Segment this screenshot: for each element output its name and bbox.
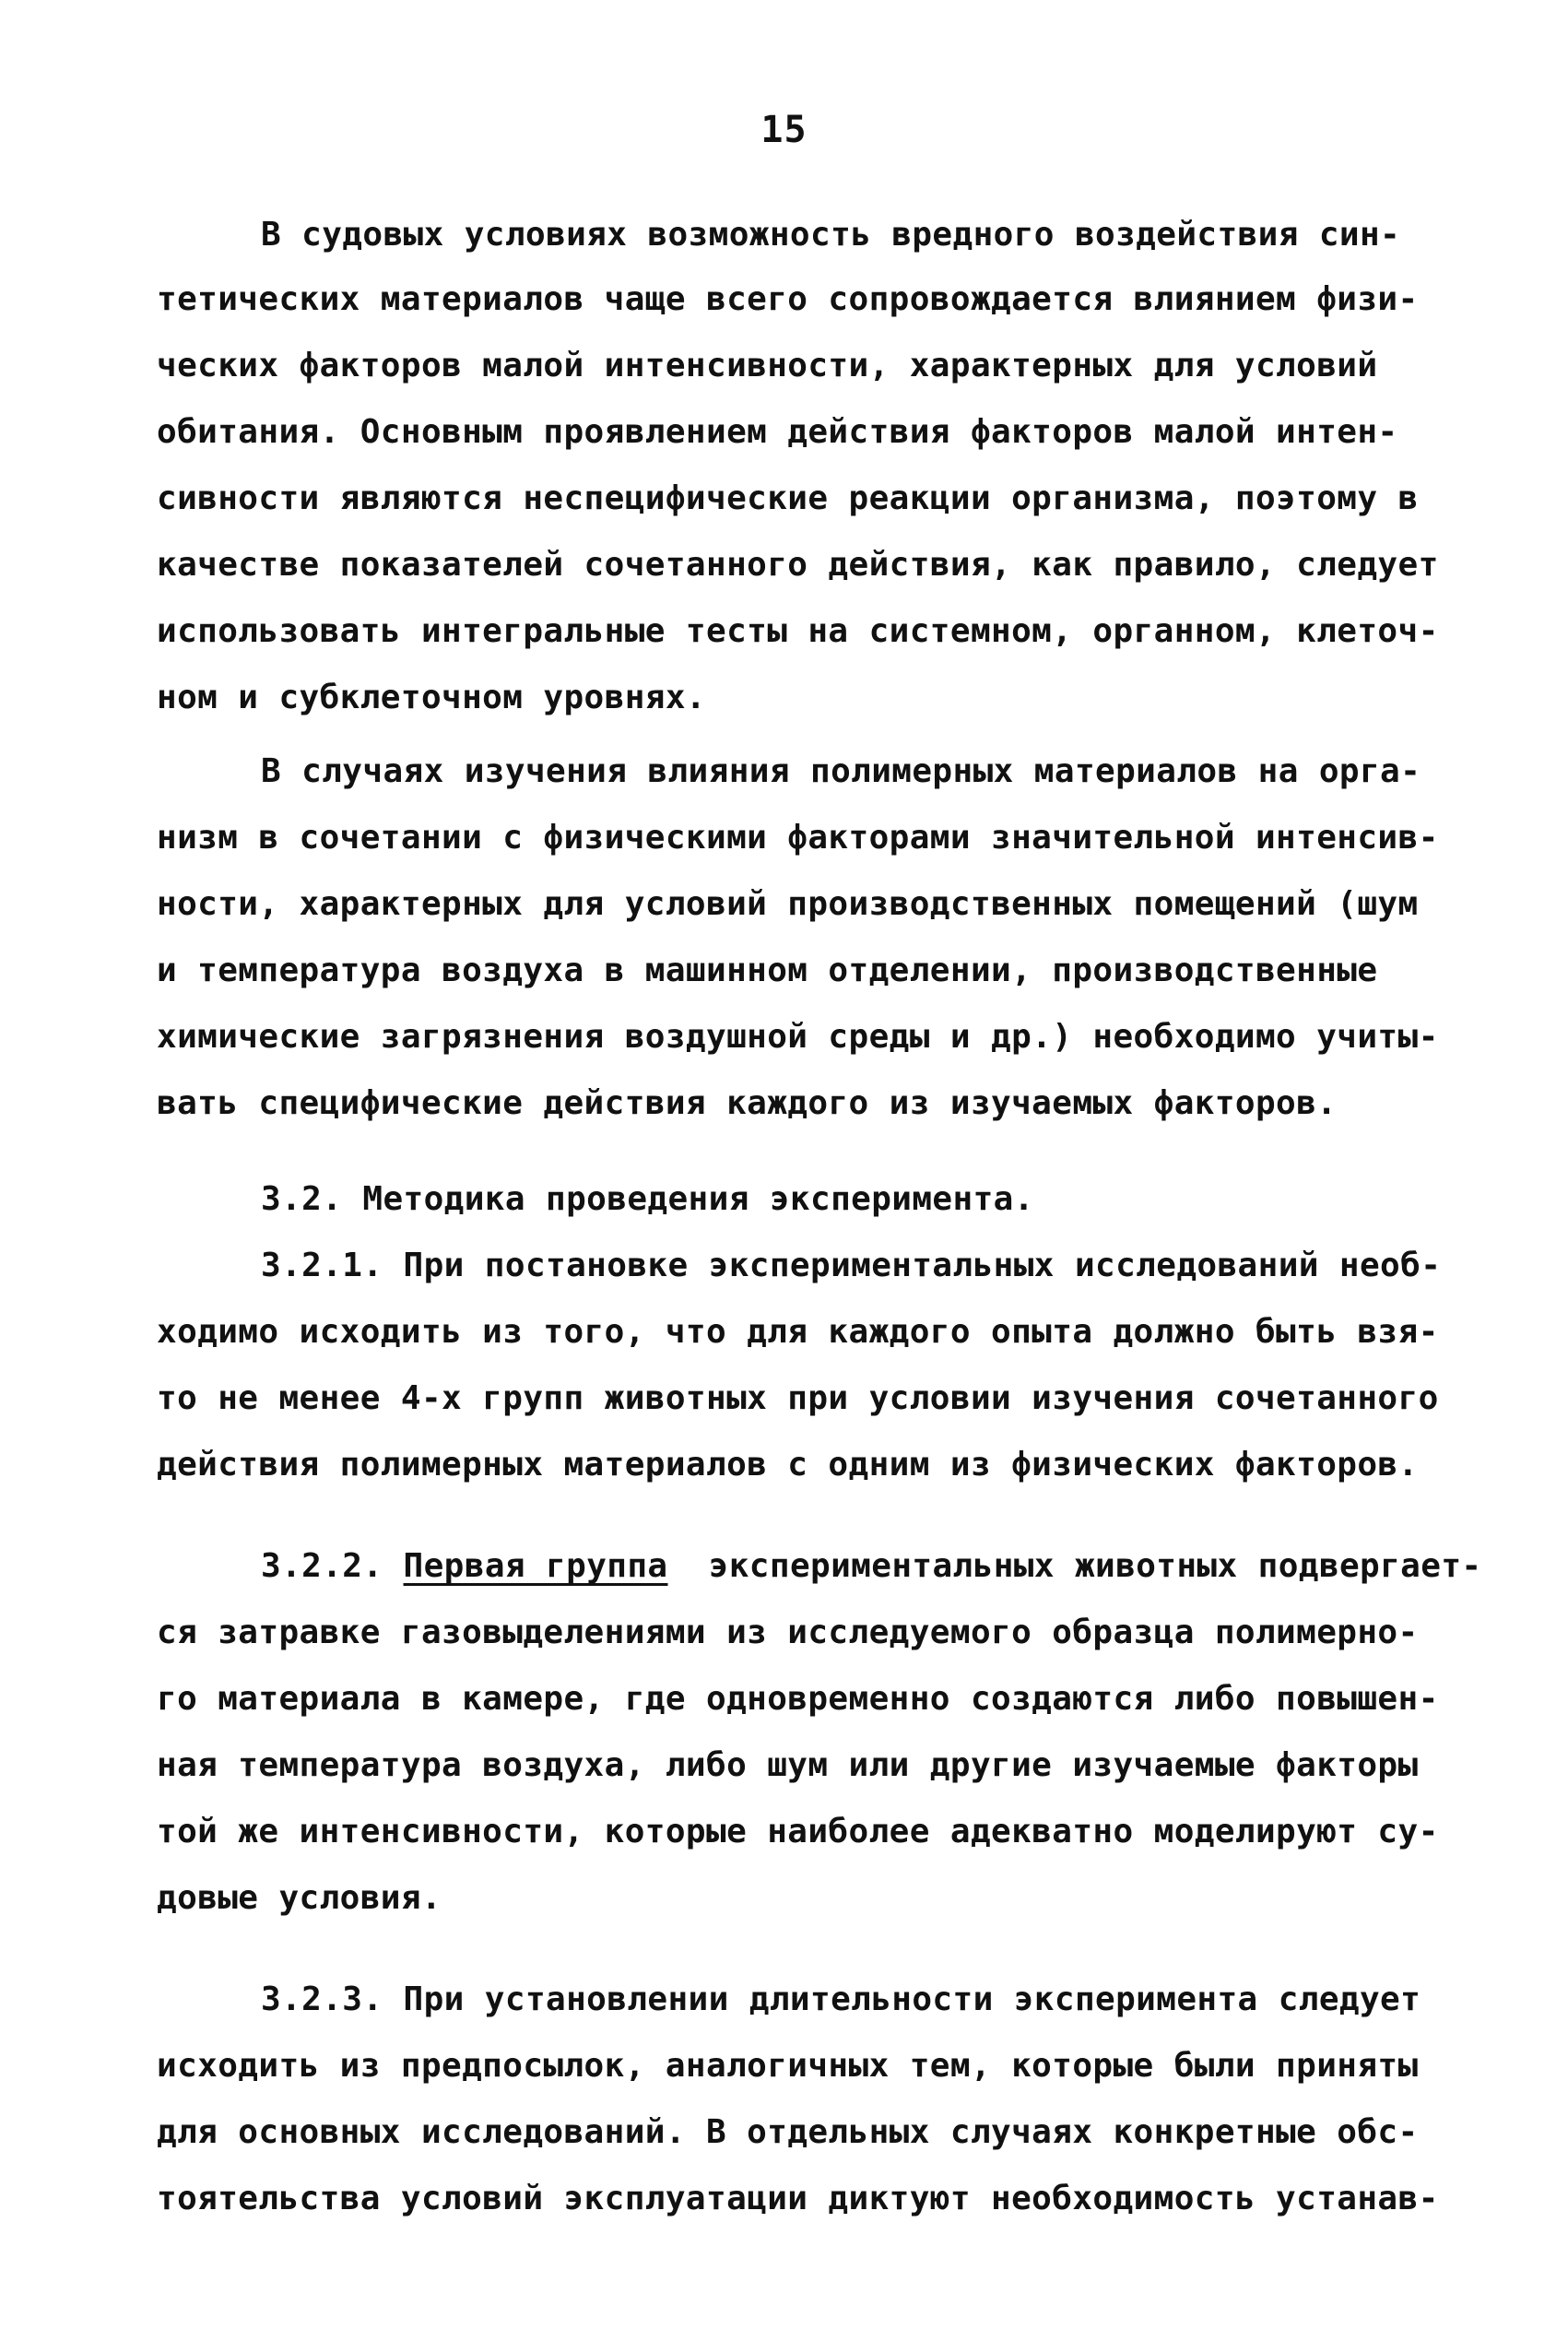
item-3-2-2-line-5: той же интенсивности, которые наиболее адекватно моделируют су-: [157, 1813, 1439, 1850]
item-3-2-1-line-1: 3.2.1. При постановке экспериментальных исследований необ-: [261, 1247, 1442, 1284]
item-3-2-1-line-2: ходимо исходить из того, что для каждого опыта должно быть взя-: [157, 1313, 1439, 1351]
paragraph-1-line-6: качестве показателей сочетанного действия, как правило, следует: [157, 546, 1439, 584]
paragraph-2-line-5: химические загрязнения воздушной среды и др.) необходимо учиты-: [157, 1018, 1439, 1056]
paragraph-2-line-6: вать специфические действия каждого из изучаемых факторов.: [157, 1084, 1338, 1122]
paragraph-1-line-4: обитания. Основным проявлением действия факторов малой интен-: [157, 413, 1398, 451]
item-3-2-2-line-1-rest: экспериментальных животных подвергает-: [708, 1547, 1482, 1585]
item-3-2-3-line-1: 3.2.3. При установлении длительности эксперимента следует: [261, 1980, 1421, 2018]
paragraph-1-line-7: использовать интегральные тесты на системном, органном, клеточ-: [157, 612, 1439, 650]
item-3-2-2-line-2: ся затравке газовыделениями из исследуемого образца полимерно-: [157, 1614, 1419, 1651]
item-3-2-2-line-3: го материала в камере, где одновременно создаются либо повышен-: [157, 1680, 1439, 1718]
item-3-2-2-number: 3.2.2.: [261, 1547, 383, 1585]
paragraph-1-line-5: сивности являются неспецифические реакции организма, поэтому в: [157, 479, 1419, 517]
paragraph-1-line-8: ном и субклеточном уровнях.: [157, 679, 706, 716]
paragraph-2-line-4: и температура воздуха в машинном отделении, производственные: [157, 952, 1378, 989]
paragraph-1-line-2: тетических материалов чаще всего сопровождается влиянием физи-: [157, 280, 1419, 318]
paragraph-1-line-1: В судовых условиях возможность вредного воздействия син-: [261, 216, 1401, 254]
paragraph-2-line-2: низм в сочетании с физическими факторами значительной интенсив-: [157, 819, 1439, 857]
item-3-2-3-line-2: исходить из предпосылок, аналогичных тем, которые были приняты: [157, 2047, 1419, 2085]
paragraph-2-line-3: ности, характерных для условий производственных помещений (шум: [157, 885, 1419, 923]
page-number: 15: [760, 109, 808, 151]
paragraph-1-line-3: ческих факторов малой интенсивности, характерных для условий: [157, 347, 1378, 384]
item-3-2-2-line-6: довые условия.: [157, 1879, 442, 1917]
item-3-2-3-line-3: для основных исследований. В отдельных случаях конкретные обс-: [157, 2113, 1419, 2151]
paragraph-2-line-1: В случаях изучения влияния полимерных материалов на орга-: [261, 752, 1421, 790]
item-3-2-1-line-3: то не менее 4-х групп животных при условии изучения сочетанного: [157, 1379, 1439, 1417]
item-3-2-3-line-4: тоятельства условий эксплуатации диктуют необходимость устанав-: [157, 2180, 1439, 2217]
item-3-2-2-line-1: [261, 1543, 1481, 1590]
first-group-term: Первая группа: [403, 1547, 668, 1585]
section-heading-3-2: 3.2. Методика проведения эксперимента.: [261, 1180, 1034, 1218]
item-3-2-1-line-4: действия полимерных материалов с одним из физических факторов.: [157, 1446, 1419, 1484]
item-3-2-2-line-4: ная температура воздуха, либо шум или другие изучаемые факторы: [157, 1746, 1419, 1784]
